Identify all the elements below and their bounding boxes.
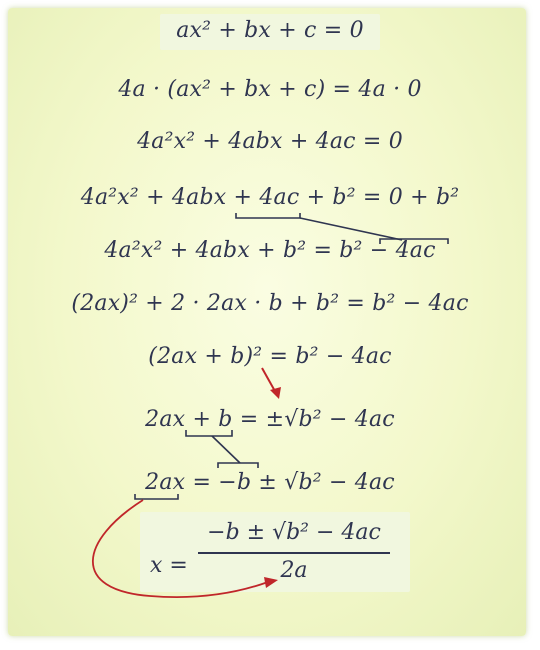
step-3-equation: 4a²x² + 4abx + 4ac = 0 [137, 129, 403, 154]
divide-arrow-curve [93, 500, 268, 597]
underline-bracket-plus-b [186, 430, 232, 436]
step-5-equation: 4a²x² + 4abx + b² = b² − 4ac [104, 238, 436, 263]
divide-arrow-head [264, 577, 278, 588]
step-7-equation: (2ax + b)² = b² − 4ac [148, 344, 392, 369]
move-b-line [212, 436, 240, 463]
step-6-equation: (2ax)² + 2 · 2ax · b + b² = b² − 4ac [71, 291, 469, 316]
step-4-equation: 4a²x² + 4abx + 4ac + b² = 0 + b² [80, 185, 460, 210]
step-9-equation: 2ax = −b ± √b² − 4ac [145, 470, 395, 495]
step-8-equation: 2ax + b = ±√b² − 4ac [145, 407, 395, 432]
sqrt-arrow-head [270, 387, 281, 399]
final-lhs: x = [150, 553, 188, 578]
final-numerator: −b ± √b² − 4ac [207, 520, 381, 545]
step-2-equation: 4a · (ax² + bx + c) = 4a · 0 [118, 77, 422, 102]
underline-bracket-plus4ac [236, 213, 300, 218]
underline-bracket-2ax [135, 494, 178, 499]
overbracket-minus4ac [380, 239, 448, 244]
move-term-line [300, 218, 402, 240]
final-denominator: 2a [280, 558, 308, 583]
overbracket-minus-b [218, 463, 258, 468]
step-1-equation: ax² + bx + c = 0 [176, 18, 364, 43]
